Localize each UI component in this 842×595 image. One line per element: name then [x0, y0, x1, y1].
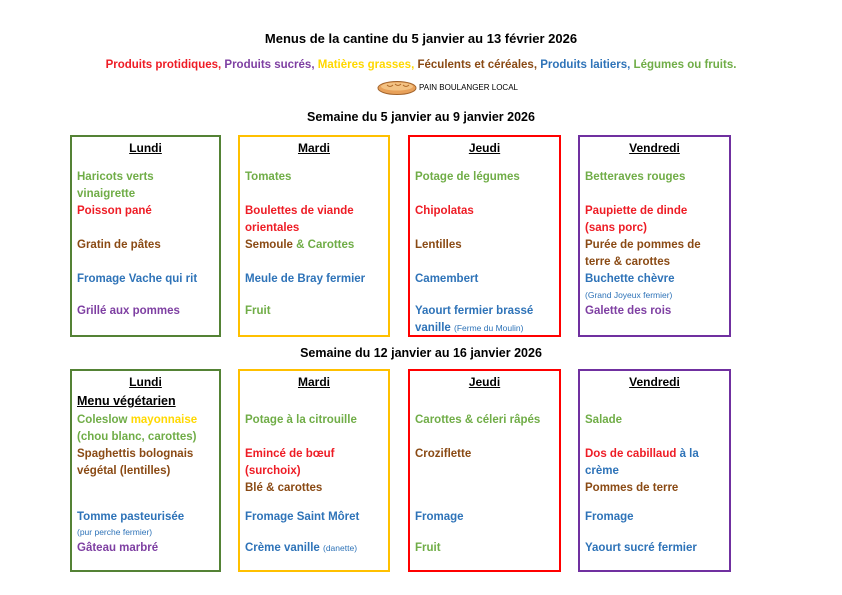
week2-lundi-card: [70, 369, 221, 572]
main-line-1: Boulettes de viande: [245, 205, 354, 217]
dessert-line-2: vanille: [415, 322, 451, 334]
menu-item-dessert: Gâteau marbré: [77, 542, 159, 554]
week2-vendredi-card: [578, 369, 731, 572]
vegetarian-label: Menu végétarien: [77, 394, 176, 408]
day-title: Vendredi: [629, 141, 680, 155]
dessert-note: (danette): [323, 543, 358, 553]
main-line-2: (surchoix): [245, 465, 301, 477]
menu-item-dessert: [245, 540, 385, 557]
page-title: Menus de la cantine du 5 janvier au 13 février 2026: [264, 31, 578, 46]
starter-veg: Coleslow: [77, 414, 131, 426]
starter-detail: (chou blanc, carottes): [77, 431, 197, 443]
menu-item-main: Chipolatas: [415, 205, 474, 217]
menu-item-main: Croziflette: [415, 448, 472, 460]
legend-proteins: Produits protidiques,: [105, 59, 222, 71]
week1-lundi-card: [70, 135, 221, 337]
legend-starches: Féculents et céréales,: [417, 59, 538, 71]
week2-title: Semaine du 12 janvier au 16 janvier 2026: [300, 346, 542, 360]
menu-item-dairy: [77, 509, 216, 538]
dairy-line: Tomme pasteurisée: [77, 511, 185, 523]
main-line-2: végétal (lentilles): [77, 465, 171, 477]
side-line-1: Purée de pommes de: [585, 239, 701, 251]
day-title: Jeudi: [468, 141, 501, 155]
starter-line-2: vinaigrette: [77, 188, 136, 200]
week1-jeudi-card: [408, 135, 561, 337]
side-veg: Carottes: [307, 239, 355, 251]
side-line-2: terre & carottes: [585, 256, 671, 268]
day-title: Mardi: [297, 375, 330, 389]
main-line-2: orientales: [245, 222, 300, 234]
menu-item-starter: Potage à la citrouille: [245, 414, 357, 426]
day-title: Vendredi: [629, 375, 680, 389]
menu-item-dairy: [585, 271, 726, 302]
menu-item-main: [77, 446, 216, 480]
bread-note: [377, 79, 518, 95]
legend-fruitveg: Légumes ou fruits.: [633, 59, 737, 71]
main-line-2: (sans porc): [585, 222, 647, 234]
week1-mardi-card: [238, 135, 390, 337]
menu-item-dairy: Fromage Saint Môret: [245, 511, 360, 523]
menu-item-main: [245, 203, 385, 237]
day-title: Lundi: [129, 375, 162, 389]
menu-item-dairy: Meule de Bray fermier: [245, 273, 366, 285]
day-title: Lundi: [129, 141, 162, 155]
menu-item-starter: Betteraves rouges: [585, 171, 686, 183]
dairy-note: (pur perche fermier): [77, 527, 153, 537]
day-title: Mardi: [297, 141, 330, 155]
menu-item-side: [585, 237, 726, 271]
main-line-1: Spaghettis bolognais: [77, 448, 194, 460]
legend-dairy: Produits laitiers,: [540, 59, 631, 71]
side-starch: Semoule: [245, 239, 293, 251]
menu-item-starter: Potage de légumes: [415, 171, 520, 183]
starter-fat: mayonnaise: [130, 414, 198, 426]
menu-item-dessert: Yaourt sucré fermier: [585, 542, 697, 554]
dessert-note: (Ferme du Moulin): [454, 323, 524, 333]
week2-mardi-card: [238, 369, 390, 572]
menu-item-dessert: Galette des rois: [585, 305, 672, 317]
main-sauce-1: à la: [676, 448, 699, 460]
dessert-line-1: Yaourt fermier brassé: [415, 305, 534, 317]
week2-jeudi-card: [408, 369, 561, 572]
side-amp: &: [292, 239, 308, 251]
menu-item-side: Blé & carottes: [245, 482, 323, 494]
menu-item-starter: [77, 169, 216, 203]
menu-item-dessert: Fruit: [245, 305, 271, 317]
main-line-1: Paupiette de dinde: [585, 205, 688, 217]
menu-item-dessert: [415, 303, 556, 337]
week1-vendredi-card: [578, 135, 731, 337]
day-title: Jeudi: [468, 375, 501, 389]
menu-item-starter: Salade: [585, 414, 623, 426]
menu-item-starter: Carottes & céleri râpés: [415, 414, 541, 426]
menu-item-dairy: Camembert: [415, 273, 479, 285]
menu-item-starter: [77, 412, 216, 446]
menu-item-main: [585, 446, 726, 480]
bread-icon: [377, 79, 417, 95]
menu-item-dairy: Fromage: [585, 511, 634, 523]
menu-item-dessert: Grillé aux pommes: [77, 305, 180, 317]
menu-item-side: Gratin de pâtes: [77, 239, 161, 251]
color-legend: [0, 59, 842, 71]
menu-item-dessert: Fruit: [415, 542, 441, 554]
legend-sugars: Produits sucrés,: [224, 59, 315, 71]
main-protein: Dos de cabillaud: [585, 448, 677, 460]
main-sauce-2: crème: [585, 465, 619, 477]
menu-item-main: [585, 203, 726, 237]
dessert-label: Crème vanille: [245, 542, 320, 554]
main-line-1: Emincé de bœuf: [245, 448, 335, 460]
menu-item-side: [245, 237, 385, 254]
menu-item-side: Lentilles: [415, 239, 462, 251]
dairy-note: (Grand Joyeux fermier): [585, 290, 673, 300]
menu-item-side: Pommes de terre: [585, 482, 679, 494]
dairy-line: Buchette chèvre: [585, 273, 675, 285]
week1-title: Semaine du 5 janvier au 9 janvier 2026: [307, 110, 535, 124]
menu-item-main: Poisson pané: [77, 205, 152, 217]
menu-item-starter: Tomates: [245, 171, 292, 183]
menu-item-dairy: Fromage Vache qui rit: [77, 273, 198, 285]
menu-item-dairy: Fromage: [415, 511, 464, 523]
menu-item-main: [245, 446, 385, 480]
legend-fats: Matières grasses,: [317, 59, 415, 71]
starter-line-1: Haricots verts: [77, 171, 154, 183]
bread-label: PAIN BOULANGER LOCAL: [419, 82, 518, 92]
